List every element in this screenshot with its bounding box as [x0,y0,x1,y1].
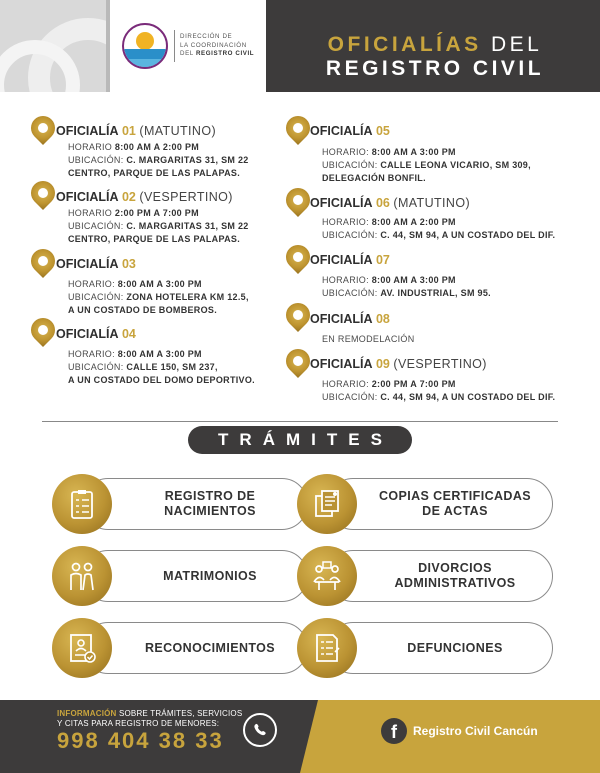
address-line: UBICACIÓN: CALLE 150, SM 237, [68,362,218,372]
footer-info-text: INFORMACIÓN SOBRE TRÁMITES, SERVICIOS Y CITAS PARA REGISTRO DE MENORES: [57,709,243,728]
tramite-icon-circle [52,618,112,678]
location-pin-icon [26,111,60,145]
municipal-seal-logo [122,23,168,69]
address-line: UBICACIÓN: CALLE LEONA VICARIO, SM 309, [322,160,531,170]
address-line-2: CENTRO, PARQUE DE LAS PALAPAS. [68,168,241,178]
organization-name: DIRECCIÓN DE LA COORDINACIÓN DEL REGISTRO CIVIL [180,33,255,57]
schedule-line: HORARIO: 8:00 AM A 2:00 PM [322,217,456,227]
oficialia-name: OFICIALÍA 04 [56,327,136,341]
facebook-icon[interactable]: f [381,718,407,744]
schedule-line: HORARIO: 8:00 AM A 3:00 PM [322,147,456,157]
tramite-card[interactable] [297,550,555,602]
location-pin-icon [26,244,60,278]
tramite-card[interactable] [52,622,310,674]
tramite-label: DIVORCIOS ADMINISTRATIVOS [394,561,516,590]
oficialia-details [322,378,555,404]
address-line-2: A UN COSTADO DEL DOMO DEPORTIVO. [68,375,255,385]
address-line: UBICACIÓN: C. MARGARITAS 31, SM 22 [68,221,249,231]
oficialia-details [322,333,415,346]
schedule-line: HORARIO: 8:00 AM A 3:00 PM [322,275,456,285]
oficialia-details [68,141,249,180]
oficialia-name: OFICIALÍA 09 (VESPERTINO) [310,357,487,371]
schedule-line: HORARIO 2:00 PM A 7:00 PM [68,208,199,218]
oficialia-name: OFICIALÍA 08 [310,312,390,326]
schedule-line: HORARIO: 2:00 PM A 7:00 PM [322,379,456,389]
oficialia-details [68,278,249,317]
address-line-2: A UN COSTADO DE BOMBEROS. [68,305,218,315]
tramite-label: DEFUNCIONES [407,640,503,655]
location-pin-icon [26,313,60,347]
tramite-card[interactable] [297,622,555,674]
header-decoration [0,0,110,92]
logo-area [110,0,266,92]
oficialia-name: OFICIALÍA 07 [310,253,390,267]
schedule-line: HORARIO 8:00 AM A 2:00 PM [68,142,200,152]
tramite-label: RECONOCIMIENTOS [144,640,276,655]
title-line-2: REGISTRO CIVIL [325,57,545,80]
oficialia-name: OFICIALÍA 03 [56,257,136,271]
tramite-card[interactable] [52,550,310,602]
oficialia-name: OFICIALÍA 01 (MATUTINO) [56,124,217,138]
tramite-card[interactable] [52,478,310,530]
address-line: UBICACIÓN: AV. INDUSTRIAL, SM 95. [322,288,491,298]
tramite-icon-circle [297,618,357,678]
address-line: UBICACIÓN: C. 44, SM 94, A UN COSTADO DEL DIF. [322,392,556,402]
section-divider [42,421,558,422]
oficialia-name: OFICIALÍA 05 [310,124,390,138]
tramite-icon-circle [52,474,112,534]
location-pin-icon [26,176,60,210]
logo-divider [174,30,175,62]
facebook-link[interactable]: Registro Civil Cancún [413,724,538,738]
tramite-icon-circle [297,474,357,534]
oficialia-details [68,348,255,387]
oficialia-name: OFICIALÍA 06 (MATUTINO) [310,196,471,210]
tramite-label: REGISTRO DE NACIMIENTOS [164,489,256,518]
oficialia-name: OFICIALÍA 02 (VESPERTINO) [56,190,233,204]
phone-number[interactable]: 998 404 38 33 [57,728,224,753]
schedule-line: HORARIO: 8:00 AM A 3:00 PM [68,279,202,289]
address-line: UBICACIÓN: C. 44, SM 94, A UN COSTADO DEL DIF. [322,230,556,240]
schedule-line: EN REMODELACIÓN [322,334,415,344]
tramite-label: MATRIMONIOS [163,568,257,583]
oficialia-details [322,146,531,185]
tramite-card[interactable] [297,478,555,530]
tramite-icon-circle [52,546,112,606]
oficialia-details [68,207,249,246]
whatsapp-icon[interactable] [243,713,277,747]
schedule-line: HORARIO: 8:00 AM A 3:00 PM [68,349,202,359]
address-line: UBICACIÓN: C. MARGARITAS 31, SM 22 [68,155,249,165]
tramite-icon-circle [297,546,357,606]
page-title: OFICIALÍAS DEL REGISTRO CIVIL [300,33,570,81]
address-line-2: DELEGACIÓN BONFIL. [322,173,426,183]
oficialia-details [322,216,555,242]
tramites-heading: TRÁMITES [188,426,412,454]
title-highlight: OFICIALÍAS [327,33,482,56]
address-line: UBICACIÓN: ZONA HOTELERA KM 12.5, [68,292,249,302]
address-line-2: CENTRO, PARQUE DE LAS PALAPAS. [68,234,241,244]
tramite-label: COPIAS CERTIFICADAS DE ACTAS [378,489,532,518]
oficialia-details [322,274,491,300]
